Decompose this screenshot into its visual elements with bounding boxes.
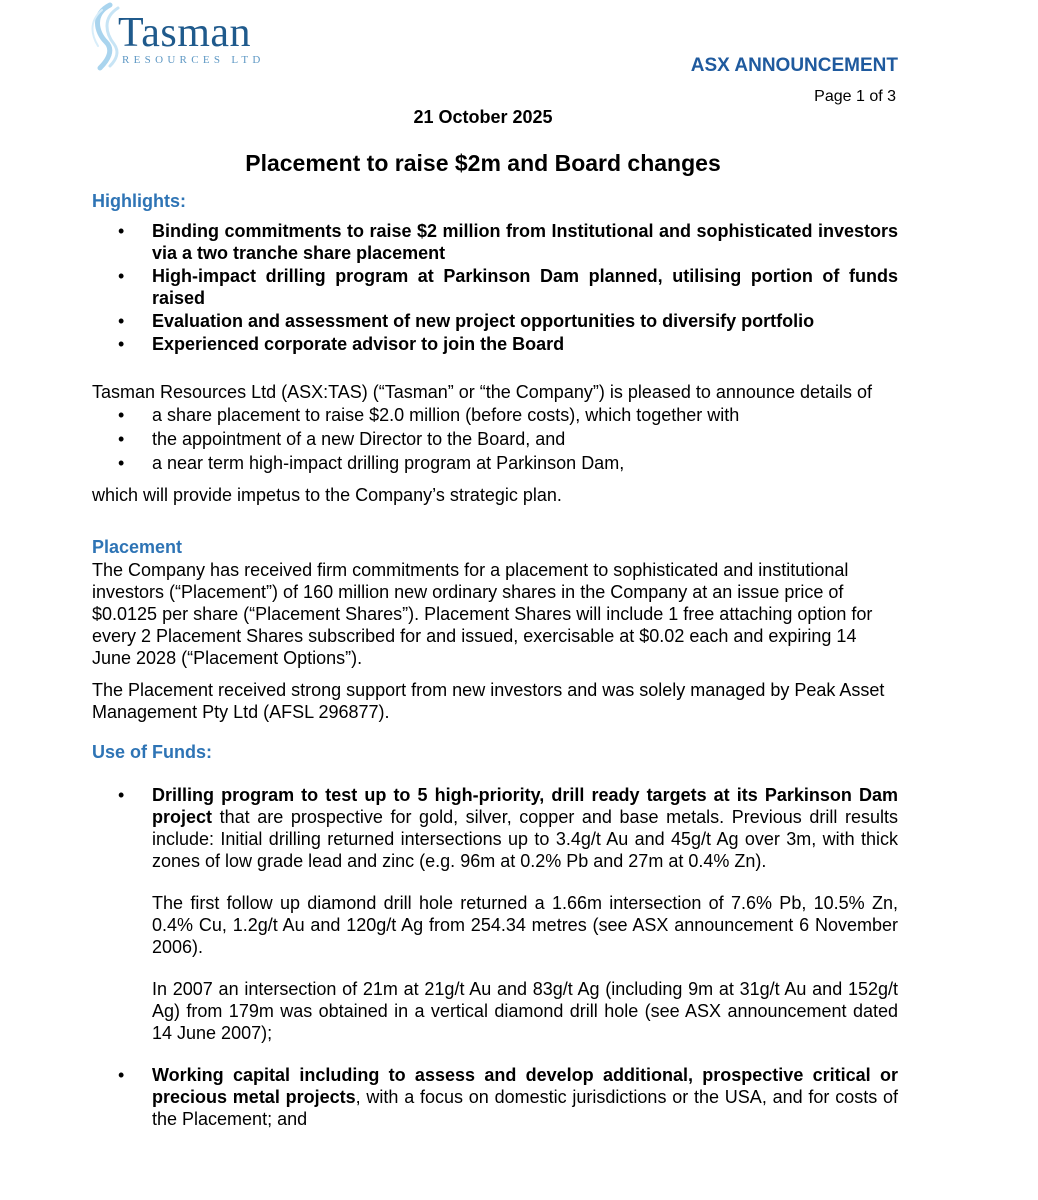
bullet-icon: • xyxy=(118,1065,125,1085)
intro-closing: which will provide impetus to the Company’s strategic plan. xyxy=(92,485,562,505)
bullet-icon: • xyxy=(118,429,125,449)
bullet-icon: • xyxy=(118,334,125,354)
document-body xyxy=(92,190,898,1150)
use-of-funds-heading: Use of Funds: xyxy=(92,742,212,762)
page-title: Placement to raise $2m and Board changes xyxy=(245,150,721,176)
company-logo xyxy=(88,2,288,72)
highlight-item: • Experienced corporate advisor to join the Board xyxy=(118,334,565,354)
intro-paragraph: Tasman Resources Ltd (ASX:TAS) (“Tasman” or “the Company”) is pleased to announce details of xyxy=(92,382,873,402)
logo-subtitle: RESOURCES LTD xyxy=(122,54,265,66)
highlight-item: • Binding commitments to raise $2 million from Institutional and sophisticated investors via a two tranche share placement xyxy=(118,221,898,263)
use-of-funds-item-drilling: • Drilling program to test up to 5 high-priority, drill ready targets at its Parkinson Dam project that are prospective for gold, silver, copper and base metals. Previous drill results include: Initial drilling returned intersections up to 3.4g/t Au and 45g/t Ag over 3m, with thick zones of low grade lead and zinc (e.g. 96m at 0.2% Pb and 27m at 0.4% Zn). The first follow up diamond drill hole returned a 1.66m intersection of 7.6% Pb, 10.5% Zn, 0.4% Cu, 1.2g/t Au and 120g/t Ag from 254.34 metres (see ASX announcement 6 November 2006). In 2007 an intersection of 21m at 21g/t Au and 83g/t Ag (including 9m at 31g/t Au and 152g/t Ag) from 179m was obtained in a vertical diamond drill hole (see ASX announcement dated 14 June 2007); xyxy=(118,785,898,1043)
asx-announcement-label: ASX ANNOUNCEMENT xyxy=(690,55,898,76)
page-number: Page 1 of 3 xyxy=(814,88,896,105)
placement-paragraph-1: The Company has received firm commitments for a placement to sophisticated and institutional investors (“Placement”) of 160 million new ordinary shares in the Company at an issue price of $0.0125 per share (“Placement Shares”). Placement Shares will include 1 free attaching option for every 2 Placement Shares subscribed for and issued, exercisable at $0.02 each and expiring 14 June 2028 (“Placement Options”). xyxy=(92,560,873,668)
bullet-icon: • xyxy=(118,453,125,473)
logo-wordmark: Tasman xyxy=(118,10,252,56)
bullet-icon: • xyxy=(118,405,125,425)
intro-item: • the appointment of a new Director to the Board, and xyxy=(118,429,566,449)
placement-heading: Placement xyxy=(92,537,183,557)
bullet-icon: • xyxy=(118,785,125,805)
drilling-result-paragraph: The first follow up diamond drill hole returned a 1.66m intersection of 7.6% Pb, 10.5% Zn, 0.4% Cu, 1.2g/t Au and 120g/t Ag from 254.34 metres (see ASX announcement 6 November 2006). xyxy=(152,893,898,957)
bullet-icon: • xyxy=(118,221,125,241)
highlight-item: • High-impact drilling program at Parkinson Dam planned, utilising portion of funds raised xyxy=(118,266,898,308)
use-of-funds-item-working-capital: • Working capital including to assess and develop additional, prospective critical or precious metal projects, with a focus on domestic jurisdictions or the USA, and for costs of the Placement; and xyxy=(118,1065,898,1129)
intro-item: • a near term high-impact drilling program at Parkinson Dam, xyxy=(118,453,625,473)
placement-paragraph-2: The Placement received strong support from new investors and was solely managed by Peak Asset Management Pty Ltd (AFSL 296877). xyxy=(92,680,885,722)
announcement-date: 21 October 2025 xyxy=(413,107,553,127)
bullet-icon: • xyxy=(118,266,125,286)
intro-list xyxy=(92,404,898,474)
intro-item: • a share placement to raise $2.0 million (before costs), which together with xyxy=(118,405,740,425)
bullet-icon: • xyxy=(118,311,125,331)
highlights-list xyxy=(92,220,898,355)
use-of-funds-list xyxy=(92,784,898,1130)
highlight-item: • Evaluation and assessment of new project opportunities to diversify portfolio xyxy=(118,311,815,331)
highlights-heading: Highlights: xyxy=(92,191,186,211)
drilling-result-paragraph: In 2007 an intersection of 21m at 21g/t Au and 83g/t Ag (including 9m at 31g/t Au and 152g/t Ag) from 179m was obtained in a vertical diamond drill hole (see ASX announcement dated 14 June 2007); xyxy=(152,979,898,1043)
